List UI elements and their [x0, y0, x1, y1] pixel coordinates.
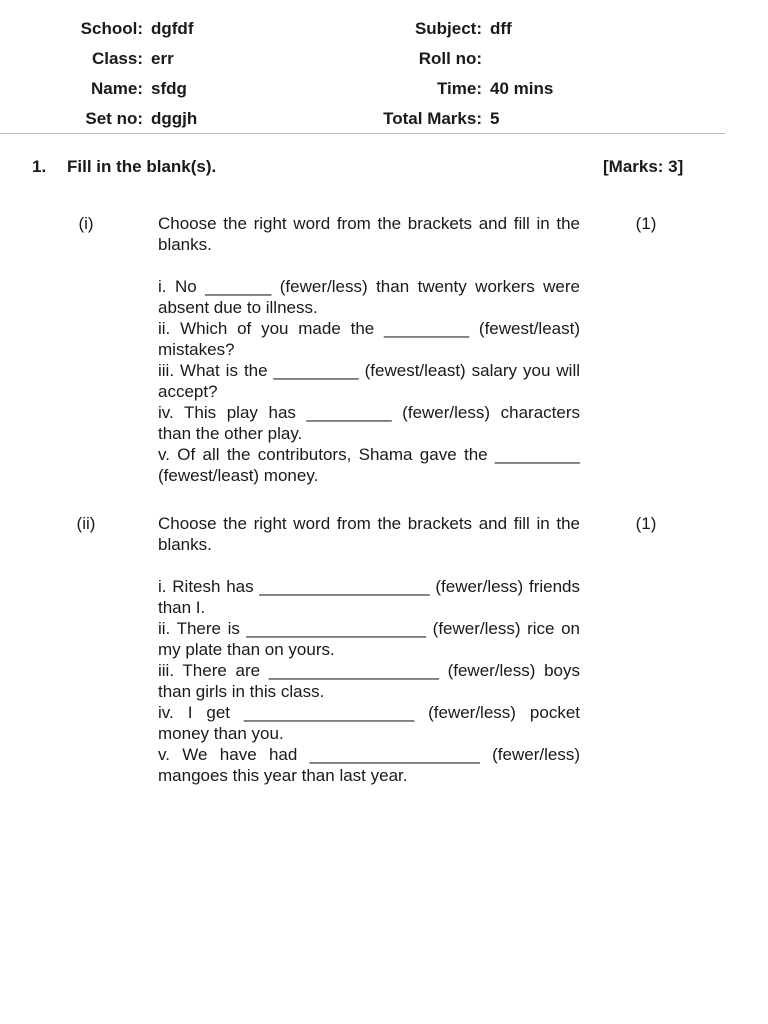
blank-item: iv. I get __________________ (fewer/less) pocket money than you. — [158, 703, 580, 743]
time-label: Time: — [436, 79, 482, 98]
subject-label: Subject: — [414, 19, 482, 38]
subquestion-body — [158, 513, 580, 786]
name-label: Name: — [91, 79, 143, 98]
blank-item: v. Of all the contributors, Shama gave the _________ (fewest/least) money. — [158, 445, 580, 485]
name-value: sfdg — [151, 79, 187, 98]
setno-value: dggjh — [151, 109, 198, 128]
blank-item: ii. There is ___________________ (fewer/less) rice on my plate than on yours. — [158, 619, 580, 659]
class-value: err — [151, 49, 174, 68]
time-value: 40 mins — [490, 79, 554, 98]
class-label: Class: — [91, 49, 143, 68]
school-label: School: — [80, 19, 143, 38]
question-marks: [Marks: 3] — [603, 157, 684, 176]
rollno-label: Roll no: — [418, 49, 482, 68]
header-divider — [0, 133, 725, 134]
blank-item: ii. Which of you made the _________ (fewest/least) mistakes? — [158, 319, 580, 359]
subquestion-label: (i) — [78, 214, 94, 233]
school-value: dgfdf — [151, 19, 194, 38]
subquestion-label: (ii) — [76, 514, 96, 533]
total-marks-label: Total Marks: — [383, 109, 482, 128]
setno-label: Set no: — [85, 109, 143, 128]
blank-item: iii. What is the _________ (fewest/least) salary you will accept? — [158, 361, 580, 401]
subquestion-marks: (1) — [635, 214, 657, 233]
total-marks-value: 5 — [490, 109, 500, 128]
subquestion-instruction: Choose the right word from the brackets and fill in the blanks. — [158, 214, 580, 254]
blank-item: v. We have had __________________ (fewer/less) mangoes this year than last year. — [158, 745, 580, 785]
blank-item: iii. There are __________________ (fewer/less) boys than girls in this class. — [158, 661, 580, 701]
blank-item: iv. This play has _________ (fewer/less) characters than the other play. — [158, 403, 580, 443]
subquestion-body — [158, 213, 580, 486]
subquestion-instruction: Choose the right word from the brackets and fill in the blanks. — [158, 514, 580, 554]
blank-item: i. No _______ (fewer/less) than twenty workers were absent due to illness. — [158, 277, 580, 317]
subquestion-marks: (1) — [635, 514, 657, 533]
subject-value: dff — [490, 19, 512, 38]
question-title: Fill in the blank(s). — [67, 157, 217, 176]
blank-item: i. Ritesh has __________________ (fewer/less) friends than I. — [158, 577, 580, 617]
question-number: 1. — [32, 157, 47, 176]
